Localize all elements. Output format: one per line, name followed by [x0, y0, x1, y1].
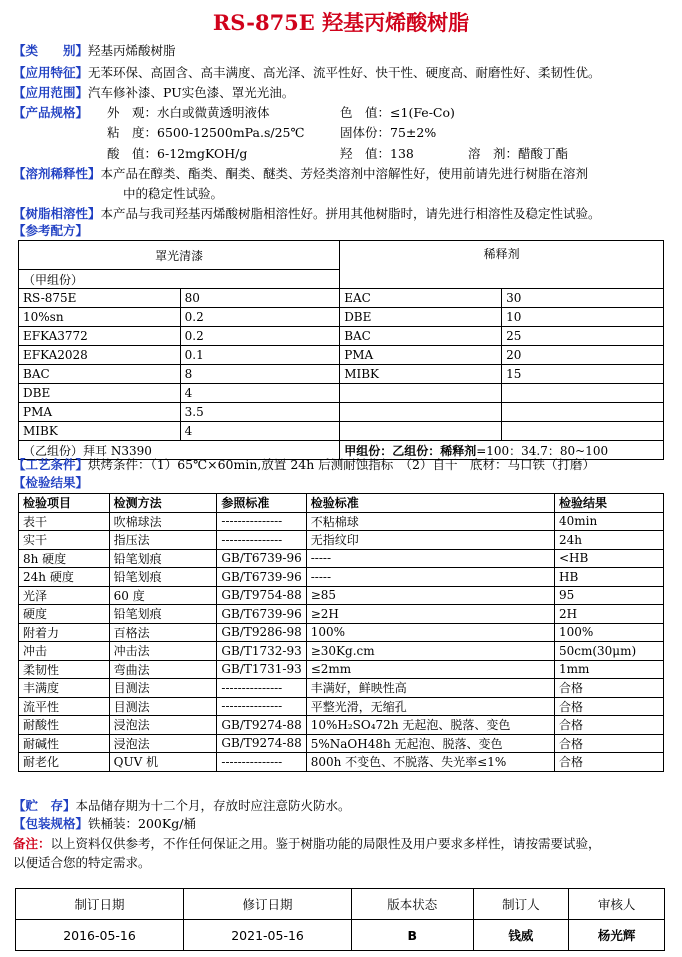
test-item: 流平性	[19, 697, 110, 716]
test-result: 合格	[554, 679, 663, 698]
revision-header-cell: 审核人	[569, 889, 665, 920]
spec-solid: 固体份：75±2%	[340, 125, 437, 140]
results-row	[19, 734, 664, 753]
formula-right-name: MIBK	[340, 365, 502, 384]
formula-row	[19, 365, 664, 384]
note-line: 备注：以上资料仅供参考，不作任何保证之用。鉴于树脂功能的局限性及用户要求多样性，请按需要试验，	[13, 836, 601, 851]
revision-value-cell: B	[352, 920, 473, 951]
test-method: 浸泡法	[109, 734, 217, 753]
formula-left-amount: 8	[180, 365, 340, 384]
test-standard: -----	[306, 549, 554, 568]
formula-left-name: MIBK	[19, 422, 181, 441]
test-method: 铅笔划痕	[109, 605, 217, 624]
formula-table	[18, 240, 664, 460]
test-method: 冲击法	[109, 642, 217, 661]
test-method: 百格法	[109, 623, 217, 642]
formula-right-name	[340, 403, 502, 422]
formula-ratio-value: =100：34.7：80~100	[476, 443, 609, 458]
formula-label: 【参考配方】	[13, 223, 89, 238]
formula-right-name: PMA	[340, 346, 502, 365]
test-result: 24h	[554, 531, 663, 550]
results-row	[19, 586, 664, 605]
formula-label-line	[13, 222, 88, 240]
formula-left-header: 罩光清漆	[19, 241, 340, 270]
formula-row	[19, 308, 664, 327]
test-item: 柔韧性	[19, 660, 110, 679]
reference-standard: GB/T9754-88	[217, 586, 306, 605]
reference-standard: ---------------	[217, 697, 306, 716]
test-result: 40min	[554, 512, 663, 531]
formula-left-amount: 0.2	[180, 308, 340, 327]
test-standard: 无指纹印	[306, 531, 554, 550]
revision-value-cell: 杨光辉	[569, 920, 665, 951]
test-method: 铅笔划痕	[109, 549, 217, 568]
test-method: 吹棉球法	[109, 512, 217, 531]
reference-standard: GB/T9286-98	[217, 623, 306, 642]
test-item: 耐酸性	[19, 716, 110, 735]
formula-row	[19, 289, 664, 308]
test-item: 硬度	[19, 605, 110, 624]
test-result: 合格	[554, 734, 663, 753]
formula-right-name	[340, 384, 502, 403]
results-label-line	[13, 474, 88, 492]
note-line2: 以便适合您的特定需求。	[13, 855, 151, 870]
formula-right-amount: 30	[502, 289, 664, 308]
results-column-header: 检验结果	[554, 494, 663, 513]
reference-standard: ---------------	[217, 512, 306, 531]
formula-left-name: 10%sn	[19, 308, 181, 327]
formula-left-name: BAC	[19, 365, 181, 384]
test-standard: ≥2H	[306, 605, 554, 624]
formula-right-amount	[502, 403, 664, 422]
formula-row	[19, 422, 664, 441]
reference-standard: GB/T6739-96	[217, 605, 306, 624]
results-row	[19, 568, 664, 587]
test-method: 目测法	[109, 697, 217, 716]
compatibility-label: 【树脂相溶性】	[13, 206, 101, 221]
formula-right-name	[340, 422, 502, 441]
test-item: 表干	[19, 512, 110, 531]
results-row	[19, 716, 664, 735]
features-line	[13, 64, 601, 82]
test-method: 指压法	[109, 531, 217, 550]
process-line: 【工艺条件】烘烤条件：（1）65℃×60min,放置 24h 后测耐蚀指标 （2）自干 底材：马口铁（打磨）	[13, 457, 595, 472]
reference-standard: GB/T6739-96	[217, 549, 306, 568]
formula-right-amount	[502, 384, 664, 403]
test-method: 浸泡法	[109, 716, 217, 735]
specs-label-line	[13, 104, 88, 122]
test-result: 95	[554, 586, 663, 605]
test-standard: 不粘棉球	[306, 512, 554, 531]
formula-left-amount: 0.2	[180, 327, 340, 346]
formula-left-name: PMA	[19, 403, 181, 422]
packing-label: 【包装规格】	[13, 816, 89, 831]
test-result: 100%	[554, 623, 663, 642]
formula-left-amount: 80	[180, 289, 340, 308]
test-standard: 平整光滑，无缩孔	[306, 697, 554, 716]
spec-appearance: 外 观：水白或微黄透明液体	[107, 105, 270, 120]
test-result: 合格	[554, 716, 663, 735]
revision-header-row	[16, 889, 665, 920]
reference-standard: ---------------	[217, 753, 306, 772]
test-method: 目测法	[109, 679, 217, 698]
results-header-row	[19, 494, 664, 513]
test-result: 合格	[554, 753, 663, 772]
spec-color: 色 值：≤1(Fe-Co)	[340, 105, 455, 120]
scope-line	[13, 84, 294, 102]
test-item: 耐老化	[19, 753, 110, 772]
results-row	[19, 512, 664, 531]
revision-header-cell: 制订日期	[16, 889, 184, 920]
reference-standard: GB/T6739-96	[217, 568, 306, 587]
results-column-header: 检验项目	[19, 494, 110, 513]
test-method: 60 度	[109, 586, 217, 605]
features-value: 无苯环保、高固含、高丰满度、高光泽、流平性好、快干性、硬度高、耐磨性好、柔韧性优。	[88, 65, 601, 80]
document-title: RS-875E 羟基丙烯酸树脂	[212, 10, 470, 35]
scope-value: 汽车修补漆、PU实色漆、罩光光油。	[88, 85, 295, 100]
spec-solvent: 溶 剂：醋酸丁酯	[468, 146, 569, 161]
reference-standard: GB/T9274-88	[217, 734, 306, 753]
process-label: 【工艺条件】	[13, 457, 89, 472]
reference-standard: GB/T9274-88	[217, 716, 306, 735]
formula-row	[19, 346, 664, 365]
revision-value-cell: 钱威	[473, 920, 569, 951]
formula-row	[19, 384, 664, 403]
test-item: 附着力	[19, 623, 110, 642]
results-row	[19, 531, 664, 550]
compatibility-line: 【树脂相溶性】本产品与我司羟基丙烯酸树脂相溶性好。拼用其他树脂时，请先进行相溶性及稳定性试验。	[13, 206, 601, 221]
revision-value-cell: 2021-05-16	[184, 920, 352, 951]
storage-line: 【贮 存】本品储存期为十二个月，存放时应注意防火防水。	[13, 798, 351, 813]
revision-header-cell: 版本状态	[352, 889, 473, 920]
test-result: 合格	[554, 697, 663, 716]
test-standard: 丰满好，鲜映性高	[306, 679, 554, 698]
category-value: 羟基丙烯酸树脂	[88, 43, 176, 58]
revision-header-cell: 制订人	[473, 889, 569, 920]
test-item: 24h 硬度	[19, 568, 110, 587]
formula-right-name: BAC	[340, 327, 502, 346]
test-result: 50cm(30μm)	[554, 642, 663, 661]
formula-right-name: EAC	[340, 289, 502, 308]
spec-viscosity: 粘 度：6500-12500mPa.s/25℃	[107, 125, 305, 140]
revision-value-cell: 2016-05-16	[16, 920, 184, 951]
results-row	[19, 605, 664, 624]
test-method: QUV 机	[109, 753, 217, 772]
test-method: 铅笔划痕	[109, 568, 217, 587]
solvent-dilution-label: 【溶剂稀释性】	[13, 166, 101, 181]
results-row	[19, 660, 664, 679]
test-standard: ≥30Kg.cm	[306, 642, 554, 661]
formula-ratio-label: 甲组份：乙组份：稀释剂	[344, 443, 477, 458]
formula-part-b: （乙组份）拜耳 N3390	[19, 441, 340, 460]
results-row	[19, 679, 664, 698]
solvent-dilution-line: 【溶剂稀释性】本产品在醇类、酯类、酮类、醚类、芳烃类溶剂中溶解性好，使用前请先进行树脂在溶剂	[13, 166, 589, 181]
scope-label: 【应用范围】	[13, 85, 89, 100]
formula-part-a: （甲组份）	[19, 270, 340, 289]
test-standard: 100%	[306, 623, 554, 642]
results-column-header: 检验标准	[306, 494, 554, 513]
test-result: 1mm	[554, 660, 663, 679]
category-line	[13, 42, 176, 60]
formula-left-name: DBE	[19, 384, 181, 403]
category-label: 【类 别】	[13, 43, 89, 58]
revision-header-cell: 修订日期	[184, 889, 352, 920]
test-result: <HB	[554, 549, 663, 568]
specs-label: 【产品规格】	[13, 105, 89, 120]
test-item: 丰满度	[19, 679, 110, 698]
formula-right-name: DBE	[340, 308, 502, 327]
test-result: 2H	[554, 605, 663, 624]
formula-left-amount: 0.1	[180, 346, 340, 365]
test-item: 实干	[19, 531, 110, 550]
storage-label: 【贮 存】	[13, 798, 76, 813]
results-table	[18, 493, 664, 772]
formula-right-header: 稀释剂	[340, 241, 664, 289]
reference-standard: GB/T1732-93	[217, 642, 306, 661]
formula-right-amount: 25	[502, 327, 664, 346]
reference-standard: GB/T1731-93	[217, 660, 306, 679]
results-row	[19, 549, 664, 568]
spec-acid: 酸 值：6-12mgKOH/g	[107, 146, 248, 161]
formula-right-amount	[502, 422, 664, 441]
results-row	[19, 642, 664, 661]
formula-left-name: RS-875E	[19, 289, 181, 308]
formula-right-amount: 10	[502, 308, 664, 327]
formula-left-name: EFKA2028	[19, 346, 181, 365]
test-standard: 10%H₂SO₄72h 无起泡、脱落、变色	[306, 716, 554, 735]
solvent-dilution-line2: 中的稳定性试验。	[123, 186, 224, 201]
spec-hydroxyl: 羟 值：138	[340, 146, 414, 161]
test-item: 光泽	[19, 586, 110, 605]
results-column-header: 检测方法	[109, 494, 217, 513]
formula-left-amount: 4	[180, 422, 340, 441]
test-standard: 5%NaOH48h 无起泡、脱落、变色	[306, 734, 554, 753]
revision-table	[15, 888, 665, 951]
formula-left-amount: 3.5	[180, 403, 340, 422]
results-row	[19, 623, 664, 642]
packing-line: 【包装规格】铁桶装：200Kg/桶	[13, 816, 196, 831]
reference-standard: ---------------	[217, 679, 306, 698]
test-item: 冲击	[19, 642, 110, 661]
test-standard: ≥85	[306, 586, 554, 605]
results-row	[19, 753, 664, 772]
reference-standard: ---------------	[217, 531, 306, 550]
test-standard: -----	[306, 568, 554, 587]
formula-row	[19, 327, 664, 346]
formula-right-amount: 20	[502, 346, 664, 365]
results-row	[19, 697, 664, 716]
test-item: 8h 硬度	[19, 549, 110, 568]
revision-value-row	[16, 920, 665, 951]
note-label: 备注：	[13, 836, 51, 851]
test-standard: ≤2mm	[306, 660, 554, 679]
results-column-header: 参照标准	[217, 494, 306, 513]
test-item: 耐碱性	[19, 734, 110, 753]
features-label: 【应用特征】	[13, 65, 89, 80]
results-label: 【检验结果】	[13, 475, 89, 490]
test-method: 弯曲法	[109, 660, 217, 679]
formula-left-name: EFKA3772	[19, 327, 181, 346]
formula-row	[19, 403, 664, 422]
formula-right-amount: 15	[502, 365, 664, 384]
formula-left-amount: 4	[180, 384, 340, 403]
test-standard: 800h 不变色、不脱落、失光率≤1%	[306, 753, 554, 772]
test-result: HB	[554, 568, 663, 587]
